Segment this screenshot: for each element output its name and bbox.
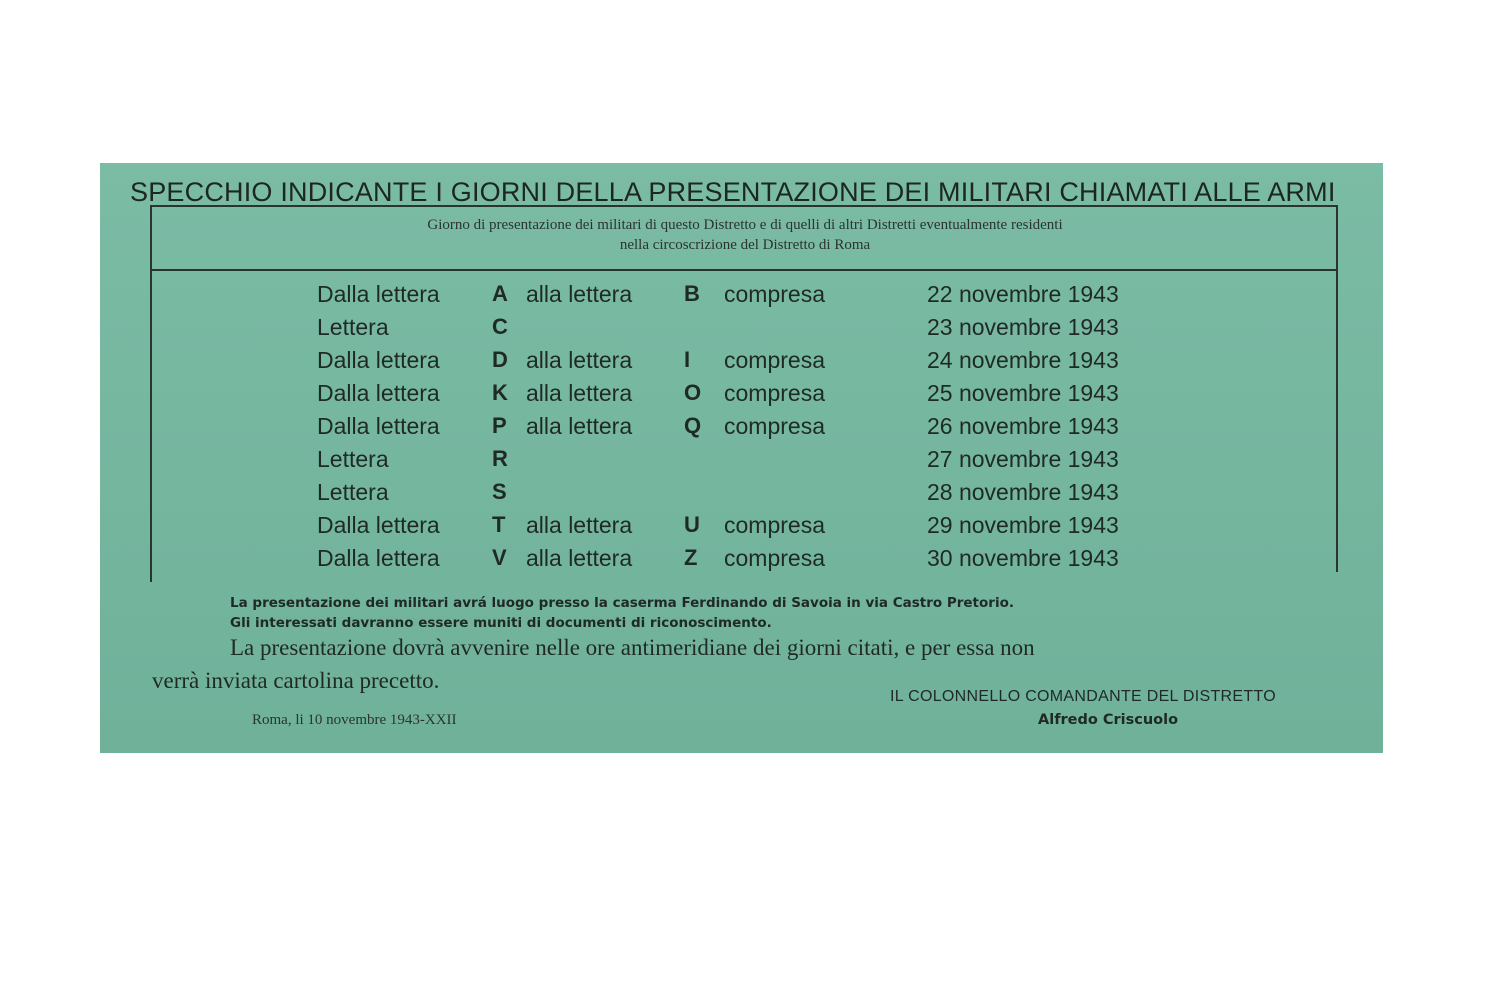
subheading-line-2: nella circoscrizione del Distretto di Roma <box>619 237 871 253</box>
table-subheading <box>250 215 1240 255</box>
schedule-row <box>100 314 1383 347</box>
frame-top-rule <box>150 205 1337 207</box>
schedule-row <box>100 281 1383 314</box>
instruction-line-2: verrà inviata cartolina precetto. <box>152 668 440 693</box>
poster-title: SPECCHIO INDICANTE I GIORNI DELLA PRESENTAZIONE DEI MILITARI CHIAMATI ALLE ARMI <box>130 177 1336 207</box>
schedule-row <box>100 413 1383 446</box>
schedule-row <box>100 512 1383 545</box>
signer-rank: IL COLONNELLO COMANDANTE DEL DISTRETTO <box>890 688 1276 705</box>
row-date: 29 novembre 1943 <box>927 512 1119 538</box>
row-date: 23 novembre 1943 <box>927 314 1119 340</box>
row-prefix: Lettera <box>317 479 389 505</box>
row-date: 22 novembre 1943 <box>927 281 1119 307</box>
row-date: 28 novembre 1943 <box>927 479 1119 505</box>
row-suffix: compresa <box>724 347 825 373</box>
schedule-row <box>100 347 1383 380</box>
schedule-row <box>100 380 1383 413</box>
row-date: 27 novembre 1943 <box>927 446 1119 472</box>
place-and-date: Roma, li 10 novembre 1943-XXII <box>252 712 457 728</box>
draft-notice-poster <box>100 163 1383 753</box>
row-prefix: Dalla lettera <box>317 380 440 406</box>
row-prefix: Dalla lettera <box>317 545 440 571</box>
row-suffix: compresa <box>724 281 825 307</box>
signer-name: Alfredo Criscuolo <box>1038 712 1179 728</box>
row-middle: alla lettera <box>526 413 633 439</box>
row-prefix: Dalla lettera <box>317 512 440 538</box>
row-prefix: Lettera <box>317 446 389 472</box>
row-to-letter: Q <box>684 413 702 438</box>
row-from-letter: S <box>492 479 507 504</box>
row-prefix: Dalla lettera <box>317 347 440 373</box>
row-middle: alla lettera <box>526 512 633 538</box>
row-suffix: compresa <box>724 545 825 571</box>
row-middle: alla lettera <box>526 380 633 406</box>
row-middle: alla lettera <box>526 545 633 571</box>
row-suffix: compresa <box>724 380 825 406</box>
schedule-row <box>100 479 1383 512</box>
row-to-letter: U <box>684 512 700 537</box>
row-middle: alla lettera <box>526 281 633 307</box>
row-prefix: Lettera <box>317 314 389 340</box>
row-from-letter: K <box>492 380 508 405</box>
subheading-line-1: Giorno di presentazione dei militari di questo Distretto e di quelli di altri Distretti eventualmente residenti <box>427 217 1063 233</box>
row-to-letter: I <box>684 347 691 372</box>
row-prefix: Dalla lettera <box>317 281 440 307</box>
row-from-letter: P <box>492 413 507 438</box>
schedule-row <box>100 545 1383 578</box>
documents-note: Gli interessati davranno essere muniti di documenti di riconoscimento. <box>230 615 772 631</box>
row-from-letter: R <box>492 446 508 471</box>
row-suffix: compresa <box>724 413 825 439</box>
row-suffix: compresa <box>724 512 825 538</box>
row-from-letter: V <box>492 545 507 570</box>
row-date: 26 novembre 1943 <box>927 413 1119 439</box>
row-middle: alla lettera <box>526 347 633 373</box>
row-date: 30 novembre 1943 <box>927 545 1119 571</box>
row-from-letter: T <box>492 512 506 537</box>
row-date: 24 novembre 1943 <box>927 347 1119 373</box>
row-prefix: Dalla lettera <box>317 413 440 439</box>
row-to-letter: B <box>684 281 700 306</box>
row-from-letter: D <box>492 347 508 372</box>
schedule-row <box>100 446 1383 479</box>
location-note: La presentazione dei militari avrá luogo presso la caserma Ferdinando di Savoia in via Castro Pretorio. <box>230 595 1014 611</box>
row-date: 25 novembre 1943 <box>927 380 1119 406</box>
instruction-line-1: La presentazione dovrà avvenire nelle ore antimeridiane dei giorni citati, e per essa non <box>230 635 1035 660</box>
row-from-letter: C <box>492 314 508 339</box>
row-to-letter: O <box>684 380 702 405</box>
frame-header-rule <box>150 269 1337 271</box>
row-to-letter: Z <box>684 545 698 570</box>
row-from-letter: A <box>492 281 508 306</box>
